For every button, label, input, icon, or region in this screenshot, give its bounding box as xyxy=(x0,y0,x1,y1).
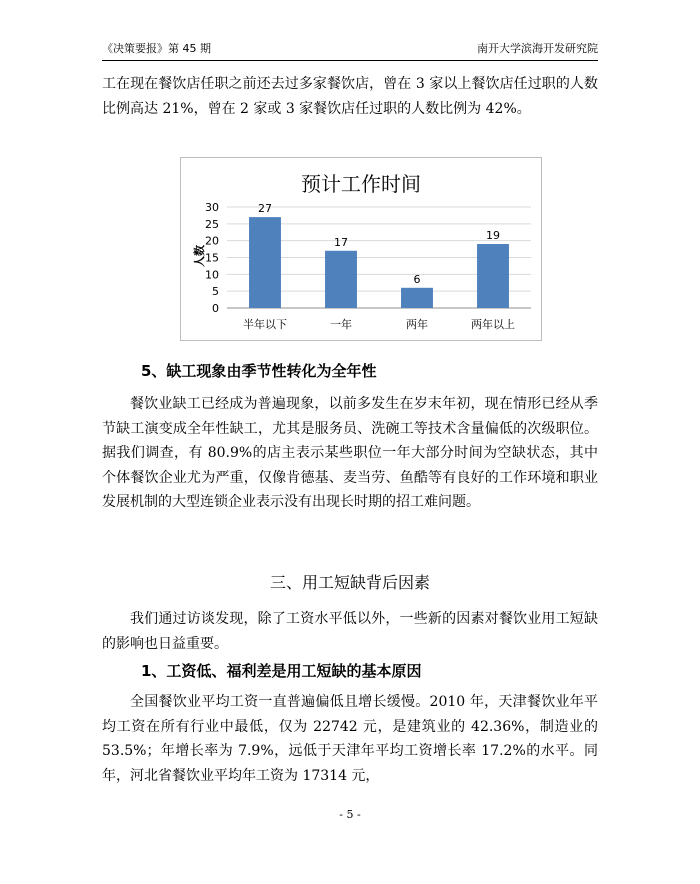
x-tick-label: 半年以下 xyxy=(243,318,287,331)
y-tick-label: 30 xyxy=(205,201,219,214)
x-tick-label: 两年 xyxy=(406,318,428,331)
paragraph-3: 我们通过访谈发现，除了工资水平低以外，一些新的因素对餐饮业用工短缺的影响也日益重要。 xyxy=(102,611,598,652)
bar xyxy=(401,288,433,308)
data-label: 6 xyxy=(413,272,421,286)
y-tick-label: 20 xyxy=(205,234,219,248)
header-left: 《决策要报》第 45 期 xyxy=(102,42,211,55)
data-label: 19 xyxy=(486,229,500,243)
bar xyxy=(477,244,509,308)
x-tick-labels xyxy=(243,317,515,331)
y-tick-labels xyxy=(205,201,219,315)
page-number: - 5 - xyxy=(339,808,361,821)
y-tick-label: 5 xyxy=(212,285,219,299)
y-tick-label: 25 xyxy=(205,217,219,231)
data-label: 17 xyxy=(334,235,348,249)
y-tick-label: 0 xyxy=(212,302,219,315)
heading-1: 1、工资低、福利差是用工短缺的基本原因 xyxy=(141,662,422,680)
header-right: 南开大学滨海开发研究院 xyxy=(477,42,598,55)
y-axis-label: 人数 xyxy=(193,245,206,267)
bars xyxy=(249,217,509,308)
paragraph-1: 工在现在餐饮店任职之前还去过多家餐饮店，曾在 3 家以上餐饮店任过职的人数比例高达 21%，曾在 2 家或 3 家餐饮店任过职的人数比例为 42%。 xyxy=(102,76,598,117)
chart-canvas xyxy=(181,158,541,340)
bar xyxy=(325,251,357,308)
y-tick-label: 15 xyxy=(205,251,219,265)
x-tick-label: 一年 xyxy=(330,318,352,331)
x-tick-label: 两年以上 xyxy=(471,318,515,331)
y-tick-label: 10 xyxy=(205,268,219,282)
paragraph-4: 全国餐饮业平均工资一直普遍偏低且增长缓慢。2010 年，天津餐饮业年平均工资在所有行业中最低，仅为 22742 元，是建筑业的 42.36%，制造业的 53.5%；年增长率为 7.9%，远低于天津年平均工资增长率 17.2%的水平。同年，河北省餐饮业平均年工资为 17314 元， xyxy=(102,694,598,784)
page-header xyxy=(102,42,598,61)
chart-title: 预计工作时间 xyxy=(301,172,421,196)
data-label: 27 xyxy=(258,202,272,216)
data-labels xyxy=(258,202,500,286)
section-heading-3: 三、用工短缺背后因素 xyxy=(269,573,430,592)
bar xyxy=(249,217,281,308)
paragraph-2: 餐饮业缺工已经成为普遍现象，以前多发生在岁末年初，现在情形已经从季节缺工演变成全年性缺工，尤其是服务员、洗碗工等技术含量偏低的次级职位。据我们调查，有 80.9%的店主表示某些职位一年大部分时间为空缺状态，其中个体餐饮企业尤为严重，仅像肯德基、麦当劳、鱼酷等有良好的工作环境和职业发展机制的大型连锁企业表示没有出现长时期的招工难问题。 xyxy=(102,396,598,510)
bar-chart xyxy=(180,157,542,341)
heading-5: 5、缺工现象由季节性转化为全年性 xyxy=(141,362,377,380)
